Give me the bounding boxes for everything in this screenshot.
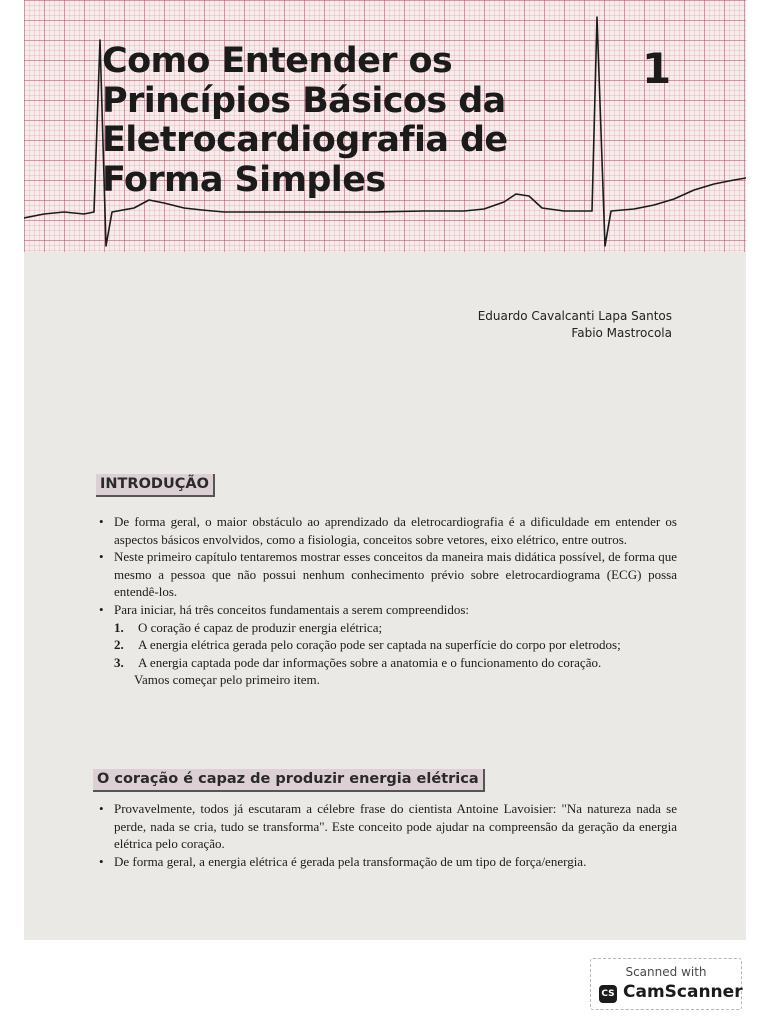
camscanner-logo-icon: CS — [599, 985, 617, 1003]
bullet-dot-icon: • — [99, 514, 104, 529]
list-item: • Provavelmente, todos já escutaram a célebre frase do cientista Antoine Lavoisier: "Na natureza nada se perde, nada se cria, tudo se transforma". Este conceito pode ajudar na compreensão da geração da energia elétrica pelo coração. — [99, 801, 677, 852]
ecg-grid-header — [24, 0, 746, 252]
section-heading-introducao: INTRODUÇÃO — [96, 474, 215, 497]
author-name: Fabio Mastrocola — [571, 326, 672, 340]
scanned-page — [24, 0, 746, 940]
list-item: • De forma geral, a energia elétrica é gerada pela transformação de um tipo de força/energia. — [99, 853, 587, 869]
intro-bullet-list — [97, 513, 677, 689]
numbered-item: 2. A energia elétrica gerada pelo coração pode ser captada na superfície do corpo por eletrodos; — [114, 637, 621, 653]
bullet-dot-icon: • — [99, 801, 104, 816]
chapter-number: 1 — [642, 44, 672, 93]
camscanner-watermark — [590, 958, 742, 1010]
list-item: • Para iniciar, há três conceitos fundamentais a serem compreendidos: 1. O coração é capaz de produzir energia elétrica; 2. A energia elétrica gerada pelo coração pode ser captada na superfície do corpo por eletrodos; 3. A energia captada pode dar informações sobre a anatomia e o funcionamento do coração. Vamos começar pelo primeiro item. — [97, 601, 677, 689]
bullet-dot-icon: • — [99, 549, 104, 565]
coracao-bullet-list — [97, 800, 677, 870]
chapter-title: Como Entender os Princípios Básicos da Eletrocardiografia de Forma Simples — [102, 41, 508, 200]
list-item: • De forma geral, o maior obstáculo ao aprendizado da eletrocardiografia é a dificuldade em entender os aspectos básicos envolvidos, como a fisiologia, conceitos sobre vetores, eixo elétrico, entre outros. — [99, 514, 677, 547]
list-item: • Neste primeiro capítulo tentaremos mostrar esses conceitos da maneira mais didática possível, de forma que mesmo a pessoa que não possui nenhum conhecimento prévio sobre eletrocardiograma (ECG) possa entendê-los. — [99, 549, 677, 600]
watermark-brand: CamScanner — [623, 982, 743, 1002]
bullet-dot-icon: • — [99, 853, 104, 869]
author-list — [478, 308, 672, 342]
closing-sentence: Vamos começar pelo primeiro item. — [134, 672, 320, 688]
watermark-caption: Scanned with — [625, 965, 707, 979]
numbered-concepts-list — [114, 619, 677, 672]
section-heading-coracao: O coração é capaz de produzir energia elétrica — [93, 769, 485, 792]
bullet-dot-icon: • — [99, 601, 104, 617]
author-name: Eduardo Cavalcanti Lapa Santos — [477, 309, 672, 323]
numbered-item: 3. A energia captada pode dar informações sobre a anatomia e o funcionamento do coração. — [114, 654, 602, 670]
numbered-item: 1. O coração é capaz de produzir energia elétrica; — [114, 619, 383, 635]
